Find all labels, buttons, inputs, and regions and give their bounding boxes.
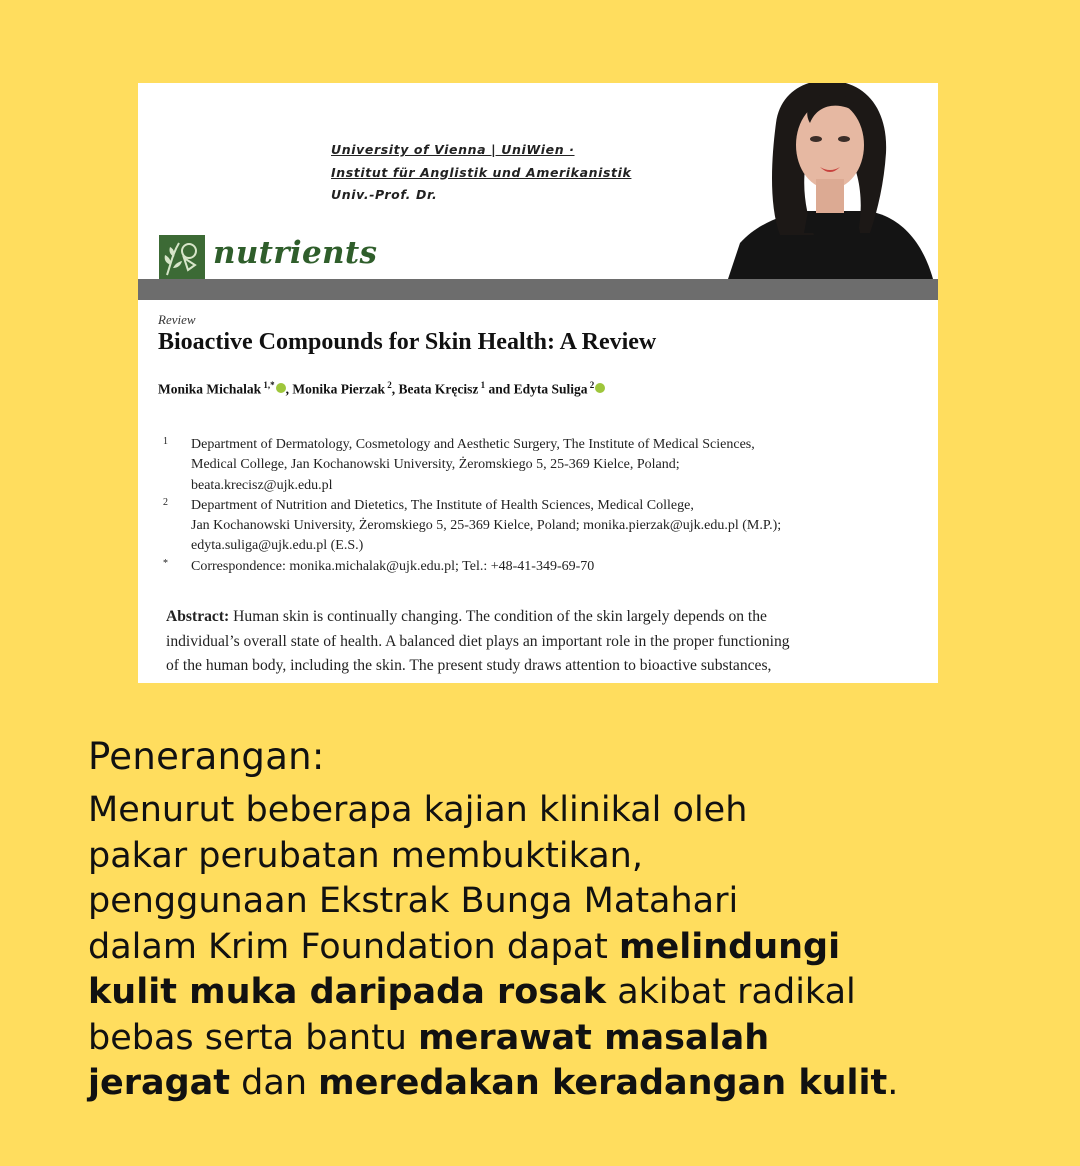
explanation-line bbox=[88, 925, 1048, 971]
body-text: dan bbox=[230, 1063, 319, 1103]
abstract-label: Abstract: bbox=[166, 608, 230, 625]
article-type: Review bbox=[158, 312, 196, 327]
affiliation-line: Medical College, Jan Kochanowski University, Żeromskiego 5, 25-369 Kielce, Poland; bbox=[191, 457, 680, 473]
affiliation-line: edyta.suliga@ujk.edu.pl (E.S.) bbox=[191, 538, 364, 554]
emphasis-text: merawat masalah bbox=[418, 1017, 770, 1058]
author-separator: , bbox=[285, 381, 293, 397]
university-line-3: Univ.-Prof. Dr. bbox=[331, 187, 438, 202]
author-affiliation-marker: 1 bbox=[478, 380, 486, 390]
paper-screenshot bbox=[138, 83, 938, 683]
affiliations bbox=[163, 435, 923, 577]
body-text: dalam Krim Foundation dapat bbox=[88, 926, 620, 967]
author-affiliation-marker: 2 bbox=[587, 380, 595, 390]
affiliation-line: Department of Dermatology, Cosmetology and Aesthetic Surgery, The Institute of Medical Sciences, bbox=[191, 437, 755, 452]
body-text: Menurut beberapa kajian klinikal oleh bbox=[88, 790, 748, 830]
author-portrait bbox=[728, 83, 938, 279]
author-separator: and bbox=[485, 381, 514, 397]
explanation-line bbox=[88, 1061, 1048, 1107]
body-text: . bbox=[887, 1063, 899, 1103]
affiliation-marker: * bbox=[163, 557, 168, 569]
emphasis-text: meredakan keradangan kulit bbox=[318, 1063, 888, 1103]
affiliation-line: Correspondence: monika.michalak@ujk.edu.pl; Tel.: +48-41-349-69-70 bbox=[191, 558, 595, 574]
journal-name: nutrients bbox=[213, 235, 378, 271]
author-name: Monika Michalak bbox=[158, 381, 262, 397]
abstract-line: individual’s overall state of health. A balanced diet plays an important role in the proper functioning bbox=[166, 632, 790, 650]
orcid-icon[interactable] bbox=[595, 383, 605, 393]
author-affiliation-marker: 1,* bbox=[261, 380, 275, 390]
body-text: pakar perubatan membuktikan, bbox=[88, 835, 643, 876]
abstract bbox=[166, 605, 931, 679]
explanation-line bbox=[88, 834, 1048, 880]
abstract-line: Abstract: Human skin is continually changing. The condition of the skin largely depends on the bbox=[166, 608, 767, 625]
affiliation-item bbox=[163, 435, 923, 496]
emphasis-text: kulit muka daripada rosak bbox=[88, 972, 607, 1012]
explanation-section bbox=[88, 732, 1048, 1107]
university-line-1: University of Vienna | UniWien · bbox=[331, 142, 575, 157]
author-list bbox=[158, 380, 605, 398]
affiliation-marker: 2 bbox=[163, 496, 168, 508]
explanation-line bbox=[88, 970, 1048, 1016]
affiliation-item bbox=[163, 496, 923, 557]
affiliation-item bbox=[163, 557, 923, 577]
author-separator: , bbox=[391, 381, 399, 397]
explanation-line bbox=[88, 879, 1048, 925]
author-name: Monika Pierzak bbox=[292, 381, 386, 397]
affiliation-line: Department of Nutrition and Dietetics, The Institute of Health Sciences, Medical College, bbox=[191, 497, 694, 513]
author-name: Beata Kręcisz bbox=[398, 381, 479, 397]
orcid-icon[interactable] bbox=[276, 383, 286, 393]
author-affiliation-marker: 2 bbox=[385, 380, 392, 390]
journal-header-bar bbox=[138, 279, 938, 300]
body-text: akibat radikal bbox=[606, 972, 856, 1012]
emphasis-text: melindungi bbox=[619, 926, 841, 967]
author-name: Edyta Suliga bbox=[513, 381, 588, 397]
university-credit bbox=[331, 139, 631, 207]
body-text: penggunaan Ekstrak Bunga Matahari bbox=[88, 881, 739, 921]
paper-title: Bioactive Compounds for Skin Health: A Review bbox=[158, 329, 657, 355]
abstract-line: of the human body, including the skin. The present study draws attention to bioactive substances, bbox=[166, 657, 772, 674]
affiliation-line: beata.krecisz@ujk.edu.pl bbox=[191, 477, 333, 493]
body-text: bebas serta bantu bbox=[88, 1017, 419, 1058]
affiliation-marker: 1 bbox=[163, 436, 168, 447]
explanation-text bbox=[88, 788, 1048, 1107]
journal-logo-icon bbox=[159, 235, 205, 279]
explanation-heading: Penerangan: bbox=[88, 735, 325, 778]
explanation-line bbox=[88, 788, 1048, 834]
university-line-2: Institut für Anglistik und Amerikanistik bbox=[331, 164, 632, 180]
emphasis-text: jeragat bbox=[88, 1063, 231, 1103]
explanation-line bbox=[88, 1016, 1048, 1062]
affiliation-line: Jan Kochanowski University, Żeromskiego 5, 25-369 Kielce, Poland; monika.pierzak@ujk.edu.pl (M.P.); bbox=[191, 518, 782, 534]
